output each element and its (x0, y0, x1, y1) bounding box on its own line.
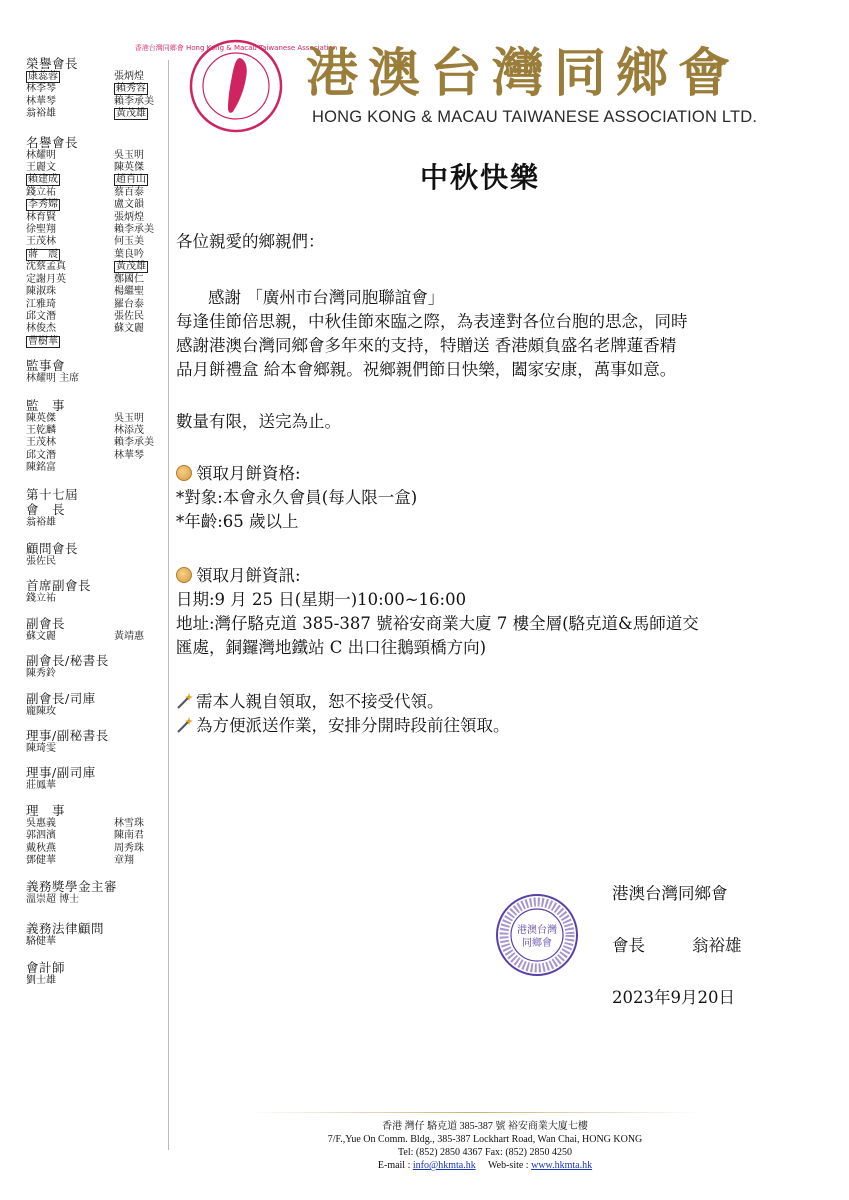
committee-member-name: 蔣 震 (28, 248, 58, 260)
committee-section (26, 398, 168, 475)
logo-ring-text: 香港台灣同鄉會 Hong Kong & Macau Taiwanese Association (134, 44, 338, 52)
footer-divider (250, 1112, 700, 1113)
committee-member-name: 王乾麟 (26, 424, 56, 436)
committee-member-name: 王茂林 (26, 236, 56, 248)
committee-section (26, 56, 168, 121)
committee-member-name: 陳琦雯 (26, 743, 56, 754)
committee-section-title: 首席副會長 (26, 578, 92, 594)
committee-member-name: 趙肖山 (116, 174, 146, 186)
committee-member-name: 莊鳳華 (26, 780, 56, 792)
pickup-address-line-1: 地址:灣仔駱克道 385-387 號裕安商業大廈 7 樓全層(駱克道&馬師道交 (176, 614, 699, 633)
mooncake-icon (176, 465, 192, 481)
thanks-line: 感謝 「廣州市台灣同胞聯誼會」 (208, 288, 445, 307)
footer-address-en: 7/F.,Yue On Comm. Bldg., 385-387 Lockhart Road, Wan Chai, HONG KONG (327, 1134, 643, 1145)
committee-member-name: 何玉美 (114, 236, 144, 248)
committee-member-name: 賴李承美 (114, 437, 154, 449)
committee-member-name: 張佐民 (114, 310, 144, 322)
info-heading: 領取月餅資訊: (176, 564, 806, 588)
svg-text:港澳台灣: 港澳台灣 (517, 925, 557, 936)
eligibility-heading: 領取月餅資格: (176, 462, 806, 486)
committee-section-title: 理 事 (26, 802, 66, 818)
committee-member-name: 龐陳玫 (26, 705, 56, 717)
committee-member-name: 林雪珠 (114, 817, 144, 829)
committee-member-name: 康蕊蓉 (28, 71, 58, 82)
committee-member-name: 葉良吟 (114, 248, 144, 260)
association-name-en: HONG KONG & MACAU TAIWANESE ASSOCIATION LTD. (312, 108, 758, 126)
committee-member-name: 黃靖惠 (114, 630, 144, 642)
page-title: 中秋快樂 (420, 161, 541, 194)
committee-member-name: 周秀珠 (114, 842, 144, 854)
signature-role: 會長 (612, 936, 645, 955)
eligibility-item: *對象:本會永久會員(每人限一盒) (176, 488, 418, 507)
committee-section-title: 名譽會長 (26, 134, 79, 150)
committee-member-name: 郭泗濱 (26, 830, 56, 842)
committee-member-name: 林育賢 (26, 211, 56, 223)
committee-section-title: 會計師 (26, 960, 66, 976)
committee-member-name: 賴李承美 (114, 95, 154, 107)
committee-section-title: 監 事 (26, 397, 66, 413)
committee-member-name: 羅台泰 (114, 298, 144, 310)
committee-member-name: 錢立祐 (26, 593, 56, 605)
association-name-cn: 港澳台灣同鄉會 (306, 43, 741, 104)
committee-member-name: 張炳煌 (114, 211, 144, 223)
committee-member-name: 王麗文 (26, 162, 56, 174)
committee-member-name: 賴李承美 (114, 224, 154, 236)
note-item: 為方便派送作業，安排分開時段前往領取。 (176, 714, 806, 738)
committee-member-name: 陳淑珠 (26, 286, 56, 298)
committee-member-name: 陳南君 (114, 830, 144, 842)
committee-member-name: 戴秋燕 (26, 842, 56, 854)
committee-member-name: 徐聖翔 (26, 224, 56, 236)
committee-section (26, 541, 168, 568)
committee-member-name: 張炳煌 (114, 71, 144, 82)
note-item: 需本人親自領取，恕不接受代領。 (176, 690, 806, 714)
svg-text:同鄉會: 同鄉會 (522, 938, 552, 949)
committee-section-title: 理事/副秘書長 (26, 728, 109, 743)
committee-member-name: 陳銘富 (26, 462, 56, 474)
committee-section (26, 691, 168, 718)
committee-member-name: 沈蔡孟真 (26, 261, 66, 273)
pickup-address-line-2: 匯處，銅鑼灣地鐵站 C 出口往鵝頸橋方向) (176, 638, 487, 657)
committee-section-title: 榮譽會長 (26, 56, 79, 71)
footer (260, 1120, 710, 1172)
committee-member-name: 林耀明 (26, 149, 56, 161)
committee-member-name: 賴秀容 (116, 83, 146, 95)
committee-member-name: 林李琴 (26, 83, 56, 95)
committee-section (26, 921, 168, 948)
committee-section (26, 578, 168, 605)
committee-member-name: 林添茂 (114, 424, 144, 436)
committee-member-name: 賴建成 (28, 174, 58, 186)
committee-section (26, 616, 168, 643)
committee-member-name: 翁裕雄 (26, 516, 56, 528)
committee-section-title: 副會長 (26, 615, 66, 631)
body-line-2: 感謝港澳台灣同鄉會多年來的支持，特贈送 香港頗負盛名老牌蓮香精 (176, 336, 677, 355)
signature-date: 2023年9月20日 (612, 988, 735, 1007)
footer-website-link[interactable]: www.hkmta.hk (531, 1160, 593, 1171)
committee-member-name: 林華琴 (26, 95, 56, 107)
limited-note: 數量有限，送完為止。 (176, 412, 341, 431)
committee-section-title: 第十七屆 會 長 (26, 486, 79, 517)
committee-member-name: 陳秀鈴 (26, 668, 56, 680)
committee-section (26, 960, 168, 987)
committee-member-name: 蔡百泰 (114, 186, 144, 198)
salutation: 各位親愛的鄉親們： (176, 232, 325, 251)
sidebar-divider (168, 60, 169, 1150)
committee-section (26, 487, 168, 529)
committee-member-name: 邱文潛 (26, 449, 56, 461)
committee-member-name: 林耀明 主席 (26, 373, 80, 385)
committee-member-name: 江雅琦 (26, 298, 56, 310)
committee-member-name: 錢立祐 (26, 186, 56, 198)
footer-contact: E-mail : info@hkmta.hk Web-site : www.hkmta.hk (377, 1160, 593, 1171)
committee-member-name: 曹樹華 (28, 335, 58, 347)
committee-member-name: 林華琴 (114, 449, 144, 461)
committee-section-title: 監事會 (26, 358, 66, 374)
committee-section-title: 副會長/秘書長 (26, 653, 109, 669)
committee-member-name: 翁裕雄 (26, 108, 56, 120)
pickup-date: 日期:9 月 25 日(星期一)10:00~16:00 (176, 590, 467, 609)
committee-member-name: 楊繼聖 (114, 286, 144, 298)
committee-member-name: 張佐民 (26, 555, 56, 567)
mooncake-icon (176, 567, 192, 583)
committee-section-title: 理事/副司庫 (26, 765, 96, 781)
body-line-1: 每逢佳節倍思親，中秋佳節來臨之際，為表達對各位台胞的思念，同時 (176, 312, 688, 331)
committee-member-name: 盧文韻 (114, 199, 144, 211)
committee-section (26, 653, 168, 680)
committee-member-name: 邱文潛 (26, 310, 56, 322)
magic-wand-icon (176, 692, 194, 710)
association-seal-icon (495, 893, 579, 977)
footer-phone-fax: Tel: (852) 2850 4367 Fax: (852) 2850 4250 (397, 1147, 572, 1158)
committee-member-name: 鄭國仁 (114, 273, 144, 285)
committee-member-name: 吳惠義 (26, 817, 56, 829)
committee-member-name: 溫崇超 博士 (26, 894, 80, 906)
magic-wand-icon (176, 716, 194, 734)
committee-member-name: 吳玉明 (114, 149, 144, 161)
committee-section-title: 副會長/司庫 (26, 690, 96, 706)
committee-section (26, 728, 168, 755)
signature-name: 翁裕雄 (692, 936, 742, 955)
committee-section-title: 義務獎學金主審 (26, 879, 118, 895)
committee-member-name: 吳玉明 (114, 412, 144, 424)
committee-member-name: 駱健華 (26, 935, 56, 947)
committee-section-title: 義務法律顧問 (26, 920, 105, 936)
committee-section (26, 765, 168, 792)
committee-section (26, 358, 168, 385)
committee-section (26, 803, 168, 868)
committee-section (26, 135, 168, 349)
committee-member-name: 蘇文麗 (114, 323, 144, 335)
committee-member-name: 陳英傑 (26, 412, 56, 424)
committee-member-name: 鄧健華 (26, 855, 56, 867)
committee-member-name: 王茂林 (26, 437, 56, 449)
committee-member-name: 黃茂雄 (116, 108, 146, 120)
committee-section (26, 879, 168, 906)
footer-address-cn: 香港 灣仔 駱克道 385-387 號 裕安商業大廈七樓 (382, 1121, 588, 1132)
committee-member-name: 李秀嫦 (28, 199, 58, 211)
committee-section-title: 顧問會長 (26, 540, 79, 556)
footer-email-link[interactable]: info@hkmta.hk (412, 1160, 476, 1171)
committee-member-name: 陳英傑 (114, 162, 144, 174)
eligibility-item: *年齡:65 歲以上 (176, 512, 299, 531)
committee-member-name: 定謝月英 (26, 273, 66, 285)
committee-member-name: 章翔 (114, 855, 134, 867)
body-line-3: 品月餅禮盒 給本會鄉親。祝鄉親們節日快樂，闔家安康，萬事如意。 (176, 360, 677, 379)
signature-org: 港澳台灣同鄉會 (612, 884, 728, 903)
committee-member-name: 蘇文麗 (26, 630, 56, 642)
committee-member-name: 劉士雄 (26, 975, 56, 987)
committee-member-name: 林俊杰 (26, 323, 56, 335)
sidebar-committee-list (26, 56, 168, 998)
committee-member-name: 黃茂雄 (116, 261, 146, 273)
